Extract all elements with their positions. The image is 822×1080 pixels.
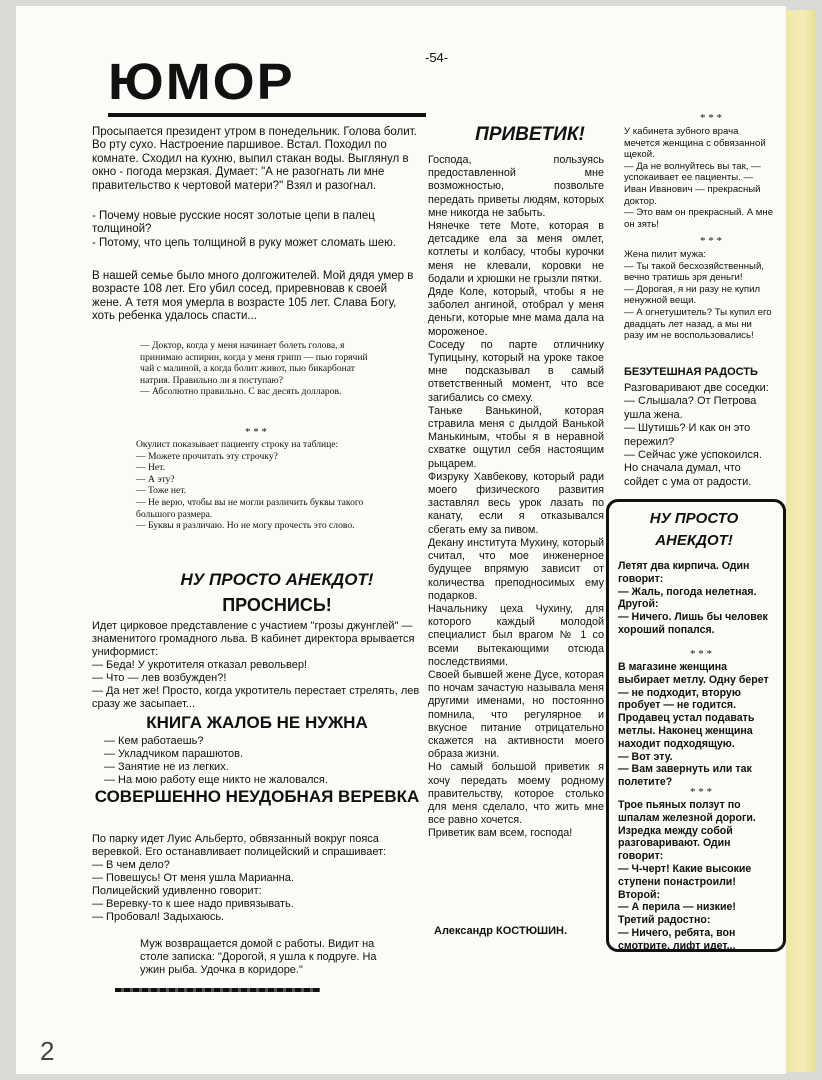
headline-joyless-joy: БЕЗУТЕШНАЯ РАДОСТЬ <box>624 366 758 378</box>
joke-dentist: У кабинета зубного врача мечется женщина с обвязанной щекой. — Да не волнуйтесь вы так, — успокаивает ее пациенты. — Иван Иванович — прекрасный доктор. — Это вам он прекрасный. А мне он зять! <box>624 126 774 230</box>
page-edge <box>786 10 816 1072</box>
page-number: -54- <box>425 50 449 65</box>
joke-fire-extinguisher: Жена пилит мужа: — Ты такой бесхозяйственный, вечно тратишь зря деньги! — Дорогая, я ни разу не купил ненужной вещи. — А огнетушитель? Ты купил его двадцать лет назад, а мы ни разу им не воспользовались! <box>624 249 772 342</box>
headline-complaints-book: КНИГА ЖАЛОБ НЕ НУЖНА <box>146 713 368 732</box>
headline-rope: СОВЕРШЕННО НЕУДОБНАЯ ВЕРЕВКА <box>94 787 420 806</box>
article-author: Александр КОСТЮШИН. <box>434 925 567 937</box>
masthead-title: ЮМОР <box>108 53 295 111</box>
joke-chains: - Почему новые русские носят золотые цепи в палец толщиной? - Потому, что цепь толщиной в руку может сломать шею. <box>92 210 396 249</box>
joke-neighbors: Разговаривают две соседки: — Слышала? От Петрова ушла жена. — Шутишь? И как он это пережил? — Сейчас уже успокоился. Но сначала думал, что сойдет с ума от радости. <box>624 382 769 488</box>
separator-stars: * * * <box>245 426 267 438</box>
joke-broom: В магазине женщина выбирает метлу. Одну берет — не подходит, вторую пробует — не годится. Продавец устал подавать метлы. Наконец женщина находит подходящую. — Вот эту. — Вам завернуть или так полетите? <box>618 661 769 789</box>
rubric-just-a-joke: НУ ПРОСТО АНЕКДОТ! <box>180 570 374 589</box>
joke-fishing: Муж возвращается домой с работы. Видит на столе записка: "Дорогой, я ушла к подруге. На ужин рыба. Удочка в коридоре." <box>140 938 377 976</box>
rubric-just-a-joke: НУ ПРОСТО АНЕКДОТ! <box>649 510 739 549</box>
handwritten-mark: 2 <box>40 1036 55 1066</box>
joke-oculist: Окулист показывает пациенту строку на таблице: — Можете прочитать эту строчку? — Нет. — А эту? — Тоже нет. — Не верю, чтобы вы не могли различить буквы такого большого размера. — Буквы я различаю. Но не могу прочесть это слово. <box>136 439 364 532</box>
decorative-rule <box>115 988 320 992</box>
joke-doctor: — Доктор, когда у меня начинает болеть голова, я принимаю аспирин, когда у меня грипп — пью горячий чай с малиной, а когда болит живот, пью бикарбонат натрия. Правильно ли я поступаю? — Абсолютно правильно. С вас десять долларов. <box>140 340 368 398</box>
headline-privetik: ПРИВЕТИК! <box>475 124 585 145</box>
joke-drunks: Трое пьяных ползут по шпалам железной дороги. Изредка между собой разговаривают. Один говорит: — Ч-черт! Какие высокие ступени понастроили! Второй: — А перила — низкие! Третий радостно: — Ничего, ребята, вон смотрите, лифт идет... <box>618 799 756 952</box>
joke-bricks: Летят два кирпича. Один говорит: — Жаль, погода нелетная. Другой: — Ничего. Лишь бы человек хороший попался. <box>618 560 768 636</box>
joke-longevity: В нашей семье было много долгожителей. Мой дядя умер в возрасте 108 лет. Его убил сосед, приревновав к своей жене. А тетя моя умерла в возрасте 105 лет. Слава Богу, хоть ребенка удалось спасти... <box>92 270 414 323</box>
joke-president: Просыпается президент утром в понедельник. Голова болит. Во рту сухо. Настроение паршивое. Встал. Походил по комнате. Сходил на кухню, выпил стакан воды. Выглянул в окно - погода мерзкая. Думает: "А не разогнать ли мне правительство к чертовой матери?" Взял и разогнал. <box>92 126 417 192</box>
masthead-underline <box>108 113 426 117</box>
separator-stars: * * * <box>690 786 712 798</box>
headline-wake-up: ПРОСНИСЬ! <box>222 595 332 615</box>
separator-stars: * * * <box>700 235 722 247</box>
joke-luis-alberto: По парку идет Луис Альберто, обвязанный вокруг пояса веревкой. Его останавливает полицейский и спрашивает: — В чем дело? — Повешусь! От меня ушла Марианна. Полицейский удивленно говорит: — Веревку-то к шее надо привязывать. — Пробовал! Задыхаюсь. <box>92 833 387 923</box>
separator-stars: * * * <box>700 112 722 124</box>
article-privetik: Господа, пользуясь предоставленной мне возможностью, позвольте передать приветы людям, которых мне никогда не забыть. Нянечке тете Моте, которая в детсадике ела за меня омлет, котлеты и колбасу, чтобы курочки меня не клевали, коровки не бодали и хрюшки не грызли пятки. Дяде Коле, который, чтобы я не заболел ангиной, отобрал у меня деньги, которые мне мама дала на мороженое. Соседу по парте отличнику Тупицыну, который на уроке такое мне подсказывал в самый ответственный момент, что все загибались со смеху. Таньке Ванькиной, которая стравила меня с дылдой Ванькой Манькиным, чтобы я в неравной схватке ощутил себя настоящим рыцарем. Физруку Хавбекову, который ради моего физического развития заставлял весь урок лазать по канату, если я отказывался сбегать ему за пивом. Декану института Мухину, который считал, что мое инженерное будущее впрямую зависит от количества преподносимых ему подарков. Начальнику цеха Чухину, для которого каждый молодой специалист был врагом № 1 со всеми вытекающими отсюда последствиями. Своей бывшей жене Дусе, которая по ночам зачастую называла меня другими именами, но постоянно помнила, что регулярное и вкусное питание отрицательно скажется на активности моего образа жизни. Но самый большой приветик я хочу передать моему родному правительству, которое столько для меня сделало, что жить мне все равно хочется. Приветик вам всем, господа! <box>428 154 604 840</box>
joke-parachute: — Кем работаешь? — Укладчиком парашютов. — Занятие не из легких. — На мою работу еще никто не жаловался. <box>104 735 328 786</box>
separator-stars: * * * <box>690 648 712 660</box>
joke-circus: Идет цирковое представление с участием "грозы джунглей" — знаменитого громадного льва. В кабинет директора врывается униформист: — Беда! У укротителя отказал револьвер! — Что — лев возбужден?! — Да нет же! Просто, когда укротитель перестает стрелять, лев сразу же засыпает... <box>92 620 420 710</box>
